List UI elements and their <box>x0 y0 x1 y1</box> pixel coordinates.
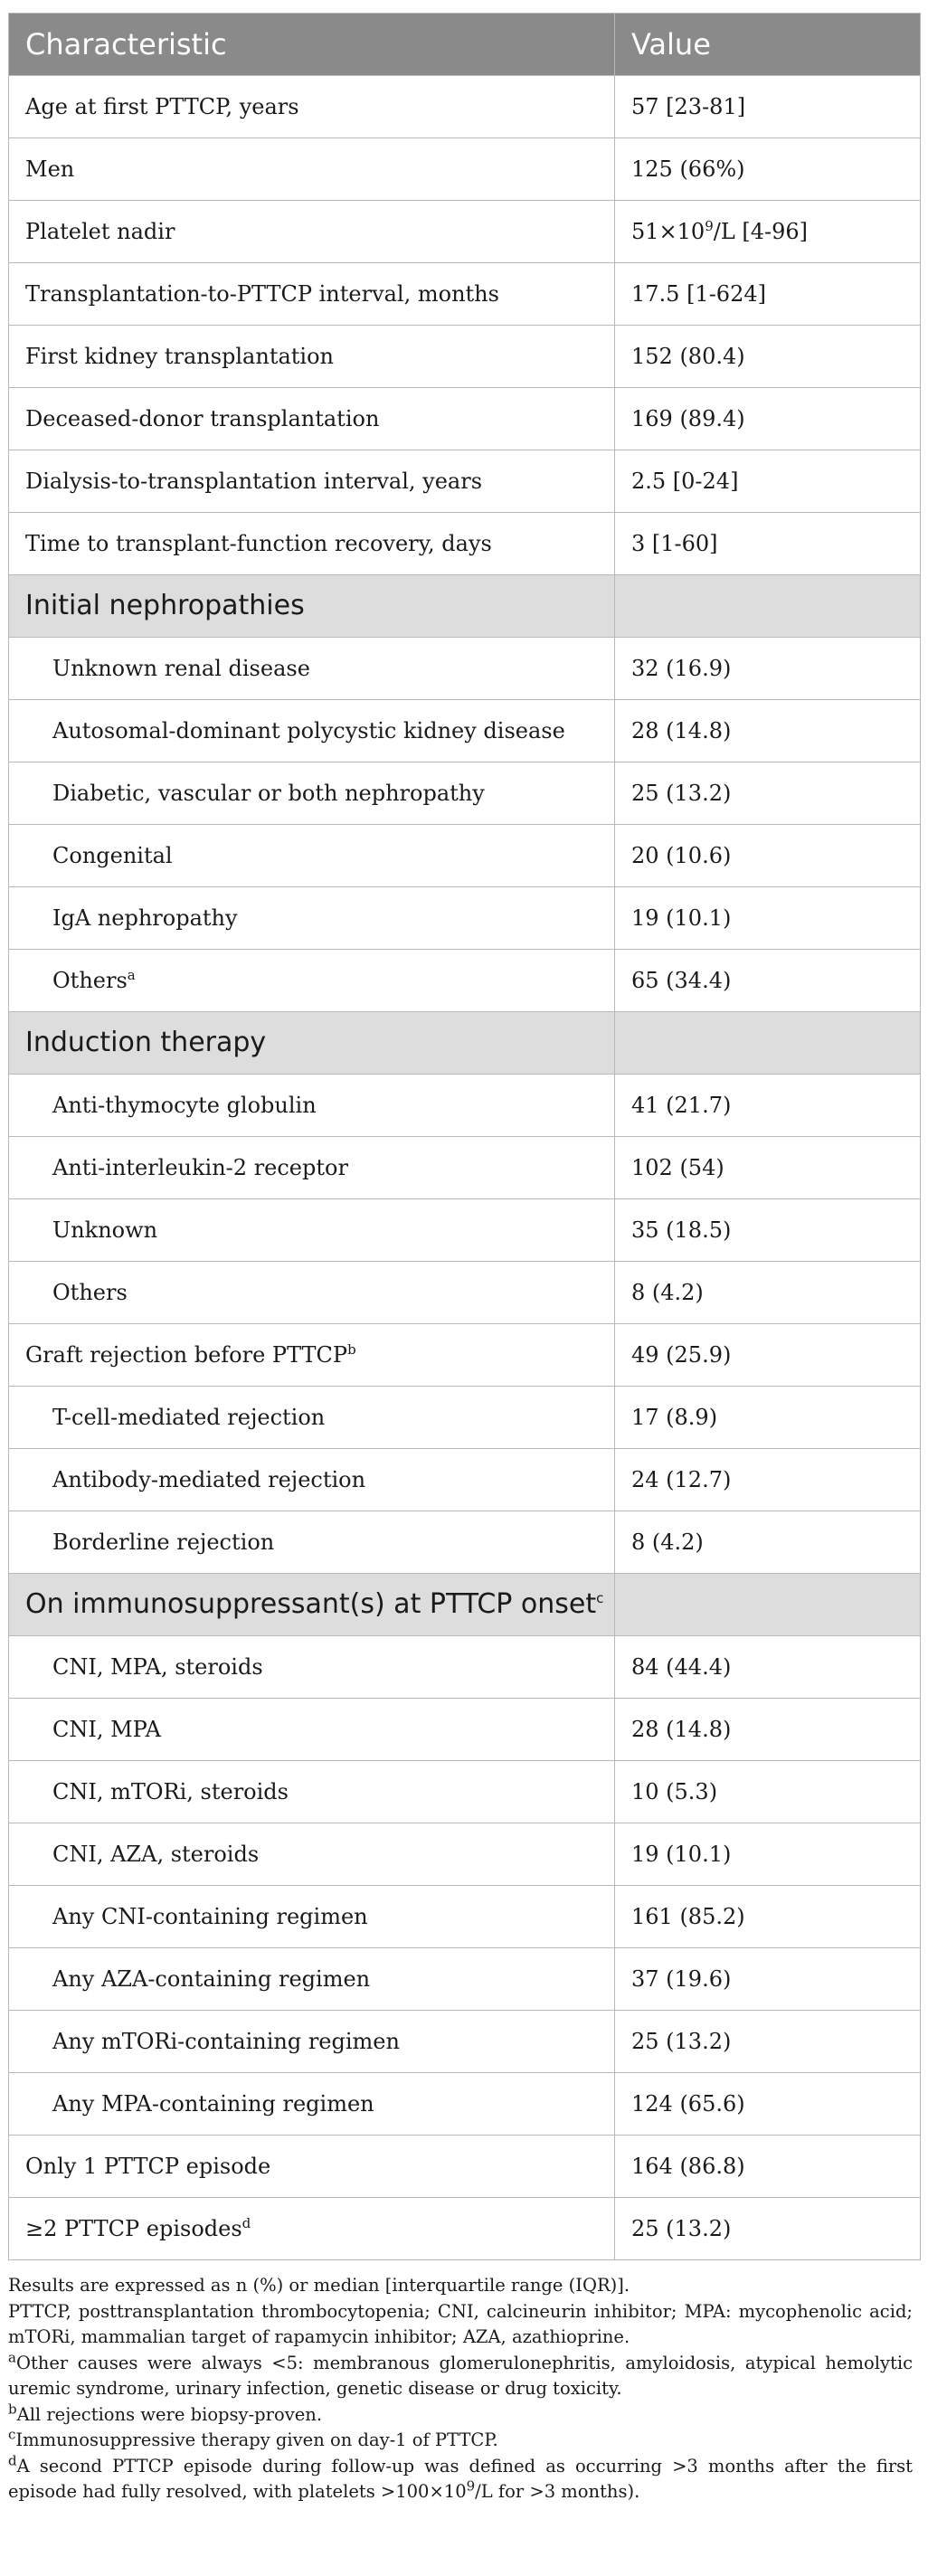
value-text: 51×10 <box>631 219 705 244</box>
row-value: 35 (18.5) <box>615 1199 921 1262</box>
table-row <box>9 1075 921 1137</box>
table-row <box>9 1387 921 1449</box>
table-row <box>9 1948 921 2011</box>
row-label <box>9 1324 615 1387</box>
row-value: 65 (34.4) <box>615 950 921 1012</box>
table-row <box>9 326 921 388</box>
table-row <box>9 2136 921 2198</box>
row-value: 3 [1-60] <box>615 513 921 575</box>
table-row <box>9 887 921 950</box>
table-row <box>9 76 921 138</box>
footnote-marker: b <box>8 2401 17 2417</box>
footnote-marker: c <box>8 2426 16 2443</box>
row-label: Age at first PTTCP, years <box>9 76 615 138</box>
section-row-immunosuppressants <box>9 1574 921 1636</box>
row-value: 20 (10.6) <box>615 825 921 887</box>
table-row <box>9 1823 921 1886</box>
footnote-results: Results are expressed as n (%) or median [interquartile range (IQR)]. <box>8 2275 630 2296</box>
row-label: Any AZA-containing regimen <box>9 1948 615 2011</box>
row-label: Dialysis-to-transplantation interval, years <box>9 450 615 513</box>
row-value: 164 (86.8) <box>615 2136 921 2198</box>
row-value: 152 (80.4) <box>615 326 921 388</box>
label-text: ≥2 PTTCP episodes <box>25 2216 242 2241</box>
row-label: Platelet nadir <box>9 201 615 263</box>
table-row <box>9 138 921 201</box>
footnote-marker: b <box>347 1341 356 1358</box>
footnote-marker: a <box>8 2349 16 2365</box>
table-header-row <box>9 14 921 76</box>
table-row <box>9 638 921 700</box>
row-value: 28 (14.8) <box>615 700 921 762</box>
row-label: IgA nephropathy <box>9 887 615 950</box>
section-value-empty <box>615 1012 921 1075</box>
row-value: 32 (16.9) <box>615 638 921 700</box>
label-text: On immunosuppressant(s) at PTTCP onset <box>25 1588 597 1620</box>
row-value: 19 (10.1) <box>615 887 921 950</box>
table-row <box>9 2011 921 2073</box>
table-row <box>9 950 921 1012</box>
row-label: T-cell-mediated rejection <box>9 1387 615 1449</box>
table-row <box>9 1137 921 1199</box>
row-label: Antibody-mediated rejection <box>9 1449 615 1511</box>
table-row <box>9 1699 921 1761</box>
table-row <box>9 1636 921 1699</box>
table-row <box>9 762 921 825</box>
section-row-induction-therapy <box>9 1012 921 1075</box>
row-label: CNI, MPA <box>9 1699 615 1761</box>
table-row <box>9 450 921 513</box>
table-footnotes <box>8 2273 913 2505</box>
section-label: Initial nephropathies <box>9 575 615 638</box>
row-label: Any CNI-containing regimen <box>9 1886 615 1948</box>
row-value: 8 (4.2) <box>615 1511 921 1574</box>
row-value: 8 (4.2) <box>615 1262 921 1324</box>
row-value: 19 (10.1) <box>615 1823 921 1886</box>
row-label: Only 1 PTTCP episode <box>9 2136 615 2198</box>
row-label: Anti-interleukin-2 receptor <box>9 1137 615 1199</box>
row-label: Anti-thymocyte globulin <box>9 1075 615 1137</box>
row-value: 25 (13.2) <box>615 2011 921 2073</box>
row-value: 124 (65.6) <box>615 2073 921 2136</box>
row-label: Unknown <box>9 1199 615 1262</box>
row-label: Borderline rejection <box>9 1511 615 1574</box>
row-label: CNI, MPA, steroids <box>9 1636 615 1699</box>
table-row <box>9 1449 921 1511</box>
footnote-text: Immunosuppressive therapy given on day-1 of PTTCP. <box>15 2429 498 2450</box>
row-label: CNI, AZA, steroids <box>9 1823 615 1886</box>
footnote-text: A second PTTCP episode during follow-up was defined as occurring >3 months after the first episode had fully resolved, with platelets >100×10 <box>8 2455 913 2502</box>
row-value: 10 (5.3) <box>615 1761 921 1823</box>
row-value: 161 (85.2) <box>615 1886 921 1948</box>
characteristics-table <box>8 13 921 2260</box>
row-label <box>9 950 615 1012</box>
row-label: First kidney transplantation <box>9 326 615 388</box>
footnote-marker: a <box>127 967 136 983</box>
row-value: 57 [23-81] <box>615 76 921 138</box>
label-text: Others <box>52 968 128 993</box>
table-row <box>9 513 921 575</box>
section-label: Induction therapy <box>9 1012 615 1075</box>
row-value: 169 (89.4) <box>615 388 921 450</box>
row-label: Unknown renal disease <box>9 638 615 700</box>
row-label: Transplantation-to-PTTCP interval, months <box>9 263 615 326</box>
row-value: 25 (13.2) <box>615 762 921 825</box>
row-value: 2.5 [0-24] <box>615 450 921 513</box>
table-row <box>9 2073 921 2136</box>
footnote-marker: d <box>241 2215 251 2231</box>
row-label: Autosomal-dominant polycystic kidney disease <box>9 700 615 762</box>
row-value: 37 (19.6) <box>615 1948 921 2011</box>
footnote-c <box>8 2428 913 2454</box>
row-value: 125 (66%) <box>615 138 921 201</box>
row-value: 17 (8.9) <box>615 1387 921 1449</box>
footnote-text: All rejections were biopsy-proven. <box>16 2403 323 2425</box>
section-value-empty <box>615 575 921 638</box>
footnote-b <box>8 2402 913 2429</box>
table-row <box>9 700 921 762</box>
footnote-marker: c <box>596 1590 604 1606</box>
table-row <box>9 1199 921 1262</box>
row-value: 41 (21.7) <box>615 1075 921 1137</box>
table-row <box>9 2198 921 2260</box>
row-value <box>615 201 921 263</box>
row-label: CNI, mTORi, steroids <box>9 1761 615 1823</box>
table-row <box>9 1262 921 1324</box>
row-value: 102 (54) <box>615 1137 921 1199</box>
table-row <box>9 1886 921 1948</box>
footnote-d <box>8 2454 913 2505</box>
section-label <box>9 1574 615 1636</box>
footnote-text: /L for >3 months). <box>475 2481 640 2502</box>
row-label: Any mTORi-containing regimen <box>9 2011 615 2073</box>
table-row <box>9 825 921 887</box>
footnote-marker: d <box>8 2452 17 2468</box>
header-value: Value <box>615 14 921 76</box>
footnote-a <box>8 2351 913 2402</box>
row-value: 28 (14.8) <box>615 1699 921 1761</box>
row-label: Time to transplant-function recovery, days <box>9 513 615 575</box>
label-text: Graft rejection before PTTCP <box>25 1342 348 1368</box>
row-label: Men <box>9 138 615 201</box>
footnote-abbreviations: PTTCP, posttransplantation thrombocytopenia; CNI, calcineurin inhibitor; MPA: mycophenolic acid; mTORi, mammalian target of rapamycin inhibitor; AZA, azathioprine. <box>8 2300 913 2347</box>
row-value: 49 (25.9) <box>615 1324 921 1387</box>
table-row <box>9 1324 921 1387</box>
row-value: 25 (13.2) <box>615 2198 921 2260</box>
table-row <box>9 201 921 263</box>
row-label: Others <box>9 1262 615 1324</box>
row-value: 17.5 [1-624] <box>615 263 921 326</box>
table-row <box>9 263 921 326</box>
header-characteristic: Characteristic <box>9 14 615 76</box>
row-label: Diabetic, vascular or both nephropathy <box>9 762 615 825</box>
row-value: 84 (44.4) <box>615 1636 921 1699</box>
row-label <box>9 2198 615 2260</box>
footnote-text: Other causes were always <5: membranous glomerulonephritis, amyloidosis, atypical hemolytic uremic syndrome, urinary infection, genetic disease or drug toxicity. <box>8 2352 913 2399</box>
table-row <box>9 1761 921 1823</box>
value-superscript: 9 <box>705 218 714 234</box>
section-row-initial-nephropathies <box>9 575 921 638</box>
row-label: Deceased-donor transplantation <box>9 388 615 450</box>
row-value: 24 (12.7) <box>615 1449 921 1511</box>
table-row <box>9 1511 921 1574</box>
row-label: Congenital <box>9 825 615 887</box>
table-row <box>9 388 921 450</box>
value-text: /L [4-96] <box>713 219 809 244</box>
row-label: Any MPA-containing regimen <box>9 2073 615 2136</box>
section-value-empty <box>615 1574 921 1636</box>
footnote-superscript: 9 <box>466 2477 476 2495</box>
